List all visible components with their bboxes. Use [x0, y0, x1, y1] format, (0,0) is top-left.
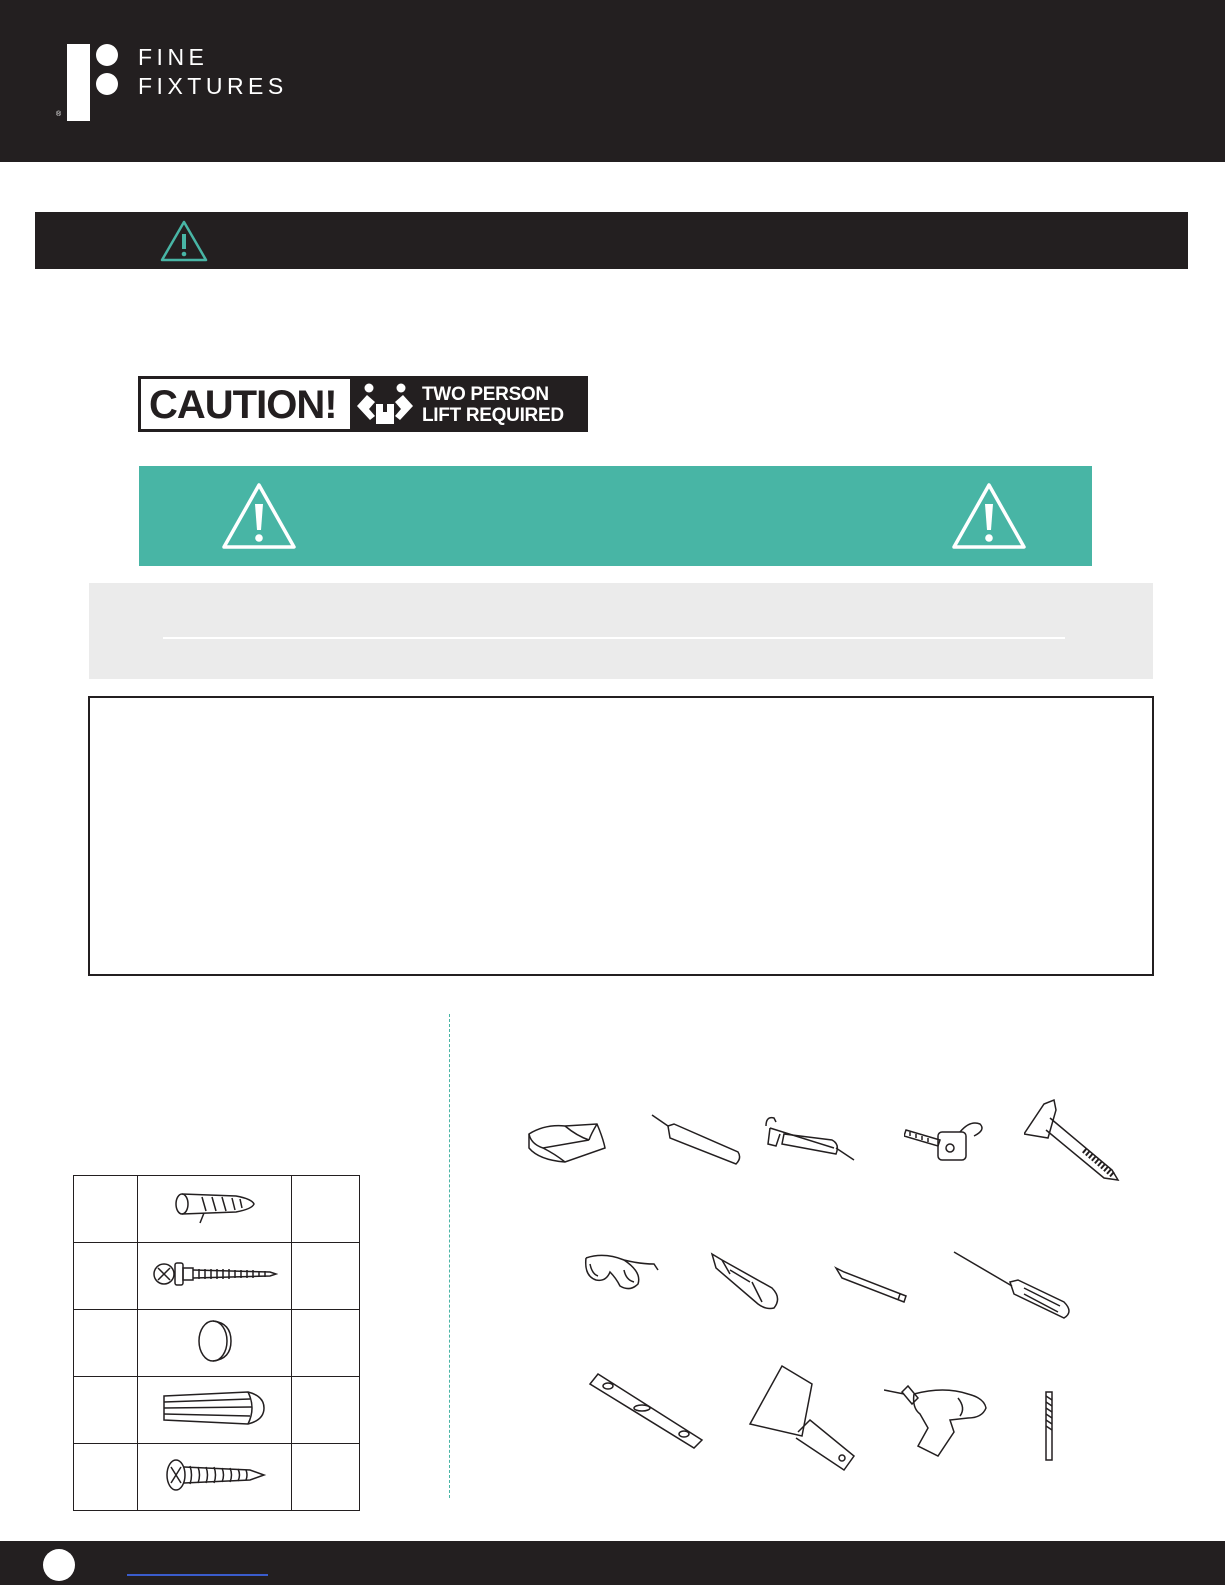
hardware-key-cell — [74, 1444, 138, 1511]
lift-required-text — [422, 384, 564, 426]
tool-screwdriver — [952, 1250, 1074, 1320]
tool-hammer — [1024, 1098, 1124, 1184]
table-row — [74, 1377, 360, 1444]
caution-label — [138, 376, 588, 432]
note-panel — [89, 583, 1153, 679]
hardware-qty-cell — [292, 1310, 360, 1377]
wall-plug-icon — [174, 1189, 256, 1225]
utility-knife-icon — [710, 1252, 784, 1312]
hardware-key-cell — [74, 1310, 138, 1377]
hardware-qty-cell — [292, 1176, 360, 1243]
hardware-image-cell — [138, 1444, 292, 1511]
notice-box — [88, 696, 1154, 976]
screwdriver-icon — [952, 1250, 1074, 1320]
hardware-qty-cell — [292, 1377, 360, 1444]
sealant-tube-icon — [650, 1112, 744, 1168]
cap-icon — [195, 1318, 235, 1364]
tool-scraper — [748, 1362, 858, 1474]
tool-cloth — [525, 1118, 607, 1168]
two-person-lift-icon — [354, 382, 416, 426]
caution-word: CAUTION! — [149, 383, 337, 427]
logo-dot-top — [96, 44, 118, 66]
section-divider — [449, 1014, 450, 1498]
cordless-drill-icon — [884, 1384, 990, 1462]
phillips-screw-icon — [162, 1455, 268, 1495]
brand-logo-mark — [67, 44, 90, 121]
hardware-qty-cell — [292, 1243, 360, 1310]
hardware-table — [73, 1175, 360, 1511]
spirit-level-icon — [588, 1368, 704, 1450]
page-number-marker — [43, 1549, 75, 1581]
pencil-icon — [834, 1266, 910, 1304]
logo-dot-bottom — [96, 73, 118, 95]
warning-banner — [139, 466, 1092, 566]
tool-spirit-level — [588, 1368, 704, 1450]
bolt-with-washer-icon — [152, 1257, 278, 1291]
lift-required-panel — [350, 379, 588, 429]
brand-name-line2: FIXTURES — [138, 73, 288, 99]
dowel-icon — [160, 1386, 270, 1430]
hardware-key-cell — [74, 1176, 138, 1243]
safety-glasses-icon — [584, 1250, 660, 1296]
cloth-icon — [525, 1118, 607, 1168]
lift-required-line1: TWO PERSON — [422, 384, 549, 405]
tool-pencil — [834, 1266, 910, 1304]
tool-drill-bit — [1043, 1390, 1055, 1462]
warning-triangle-icon — [221, 482, 297, 550]
tape-measure-icon — [904, 1118, 986, 1164]
note-divider-line — [163, 637, 1065, 639]
hammer-icon — [1024, 1098, 1124, 1184]
tool-utility-knife — [710, 1252, 784, 1312]
hardware-image-cell — [138, 1243, 292, 1310]
registered-mark: ® — [56, 111, 62, 118]
warning-triangle-icon — [951, 482, 1027, 550]
page-footer — [0, 1541, 1225, 1585]
tool-cordless-drill — [884, 1384, 990, 1462]
hardware-image-cell — [138, 1377, 292, 1444]
tool-caulking-gun — [764, 1114, 858, 1166]
hardware-key-cell — [74, 1243, 138, 1310]
brand-name-line1: FINE — [138, 44, 209, 70]
caulking-gun-icon — [764, 1114, 858, 1166]
table-row — [74, 1310, 360, 1377]
footer-link[interactable] — [127, 1574, 268, 1576]
hardware-key-cell — [74, 1377, 138, 1444]
tool-sealant-tube — [650, 1112, 744, 1168]
hardware-image-cell — [138, 1310, 292, 1377]
lift-required-line2: LIFT REQUIRED — [422, 405, 564, 426]
scraper-icon — [748, 1362, 858, 1474]
hardware-image-cell — [138, 1176, 292, 1243]
tool-tape-measure — [904, 1118, 986, 1164]
drill-bit-icon — [1043, 1390, 1055, 1462]
hardware-qty-cell — [292, 1444, 360, 1511]
table-row — [74, 1176, 360, 1243]
warning-triangle-icon — [160, 220, 208, 262]
table-row — [74, 1243, 360, 1310]
tool-safety-glasses — [584, 1250, 660, 1296]
warnings-section-bar — [35, 212, 1188, 269]
table-row — [74, 1444, 360, 1511]
